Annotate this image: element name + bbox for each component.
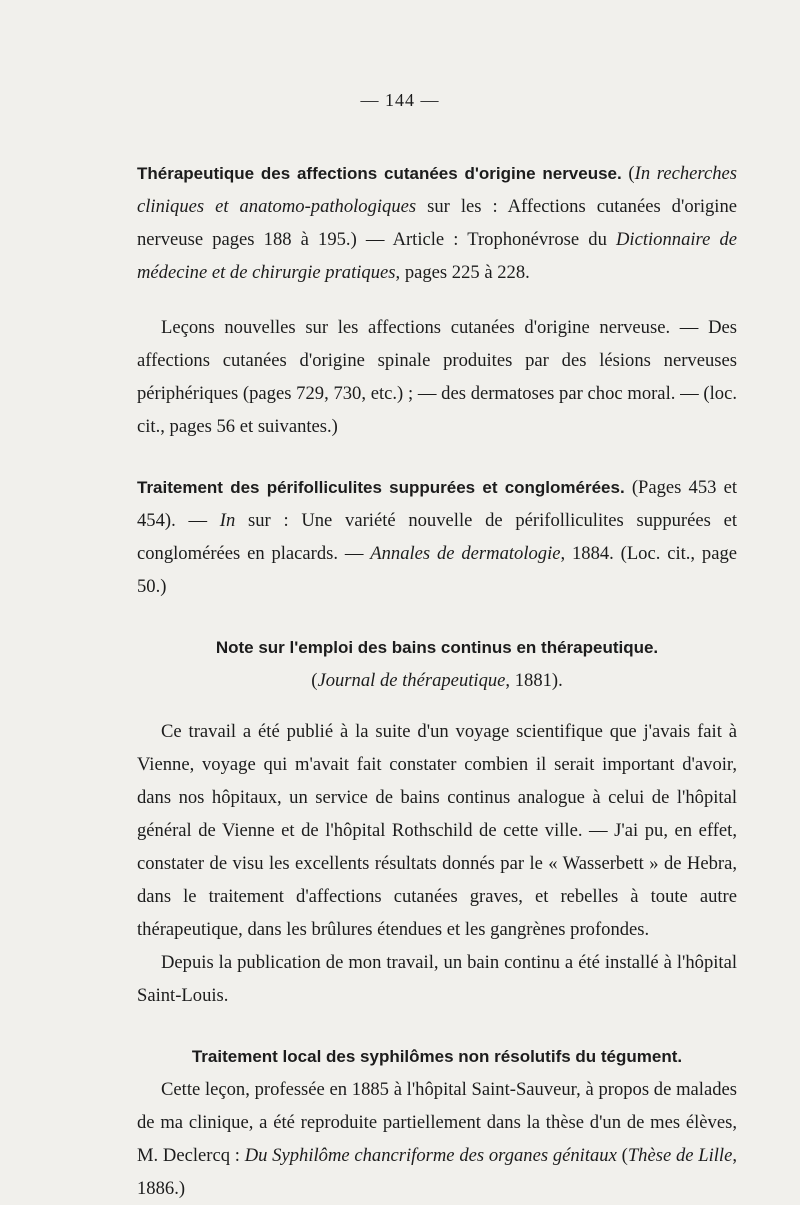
paragraph-syphilomes xyxy=(137,1073,737,1205)
text-run: ( xyxy=(621,163,635,184)
text-run: ( xyxy=(311,670,318,691)
text-run: sur : Une variété nouvelle de périfolliculites suppurées et conglomérées en placards. — xyxy=(137,510,737,564)
section-title-syphilomes: Traitement local des syphilômes non résolutifs du tégument. xyxy=(191,1047,683,1066)
italic-run: Du Syphilôme chancriforme des organes génitaux xyxy=(244,1145,617,1166)
paragraph-bains-1: Ce travail a été publié à la suite d'un voyage scientifique que j'avais fait à Vienne, voyage qui m'avait fait constater combien il serait important d'avoir, dans nos hôpitaux, un service de bains continus analogue à celui de l'hôpital général de Vienne et de l'hôpital Rothschild de cette ville. — J'ai pu, en effet, constater de visu les excellents résultats donnés par le « Wasserbett » de Hebra, dans le traitement d'affections cutanées graves, et rebelles à toute autre thérapeutique, dans les brûlures étendues et les gangrènes profondes. xyxy=(137,721,737,940)
italic-run: Journal de thérapeutique xyxy=(317,670,506,691)
entry-title: Thérapeutique des affections cutanées d'origine nerveuse. xyxy=(137,164,622,183)
page-number: — 144 — xyxy=(360,90,440,110)
text-run: ( xyxy=(616,1145,628,1166)
text-run: Cette leçon, professée en 1885 à l'hôpital Saint-Sauveur, à propos de malades de ma clinique, a été reproduite partiellement dans la thèse d'un de mes élèves, M. Declercq : xyxy=(137,1079,737,1166)
section-title-bains-continus: Note sur l'emploi des bains continus en thérapeutique. xyxy=(215,638,659,657)
text-run: , pages 225 à 228. xyxy=(395,262,530,283)
text-run: sur les : Affections cutanées d'origine nerveuse pages 188 à 195.) — Article : Trophonévrose du xyxy=(137,196,737,250)
entry-lecons-nouvelles: Leçons nouvelles sur les affections cutanées d'origine nerveuse. — Des affections cutanées d'origine spinale produites par des lésions nerveuses périphériques (pages 729, 730, etc.) ; — des dermatoses par choc moral. — (loc. cit., pages 56 et suivantes.) xyxy=(137,317,737,437)
entry-traitement-perifolliculites xyxy=(137,471,737,603)
italic-run: Annales de dermatologie xyxy=(370,543,561,564)
italic-run: In recherches cliniques et anatomo-pathologiques xyxy=(137,163,737,217)
italic-run: In xyxy=(219,510,236,531)
text-run: , 1881). xyxy=(505,670,563,691)
text-run: , 1886.) xyxy=(137,1145,737,1199)
entry-title: Traitement des périfolliculites suppurées et conglomérées. xyxy=(137,478,625,497)
text-run: , 1884. (Loc. cit., page 50.) xyxy=(137,543,737,597)
section-source xyxy=(137,664,737,697)
italic-run: Thèse de Lille xyxy=(627,1145,733,1166)
italic-run: Dictionnaire de médecine et de chirurgie pratiques xyxy=(137,229,737,283)
paragraph-bains-2: Depuis la publication de mon travail, un bain continu a été installé à l'hôpital Saint-Louis. xyxy=(137,952,737,1006)
entry-therapeutique-affections xyxy=(137,157,737,289)
text-run: (Pages 453 et 454). — xyxy=(137,477,738,531)
page-content xyxy=(137,157,737,1205)
